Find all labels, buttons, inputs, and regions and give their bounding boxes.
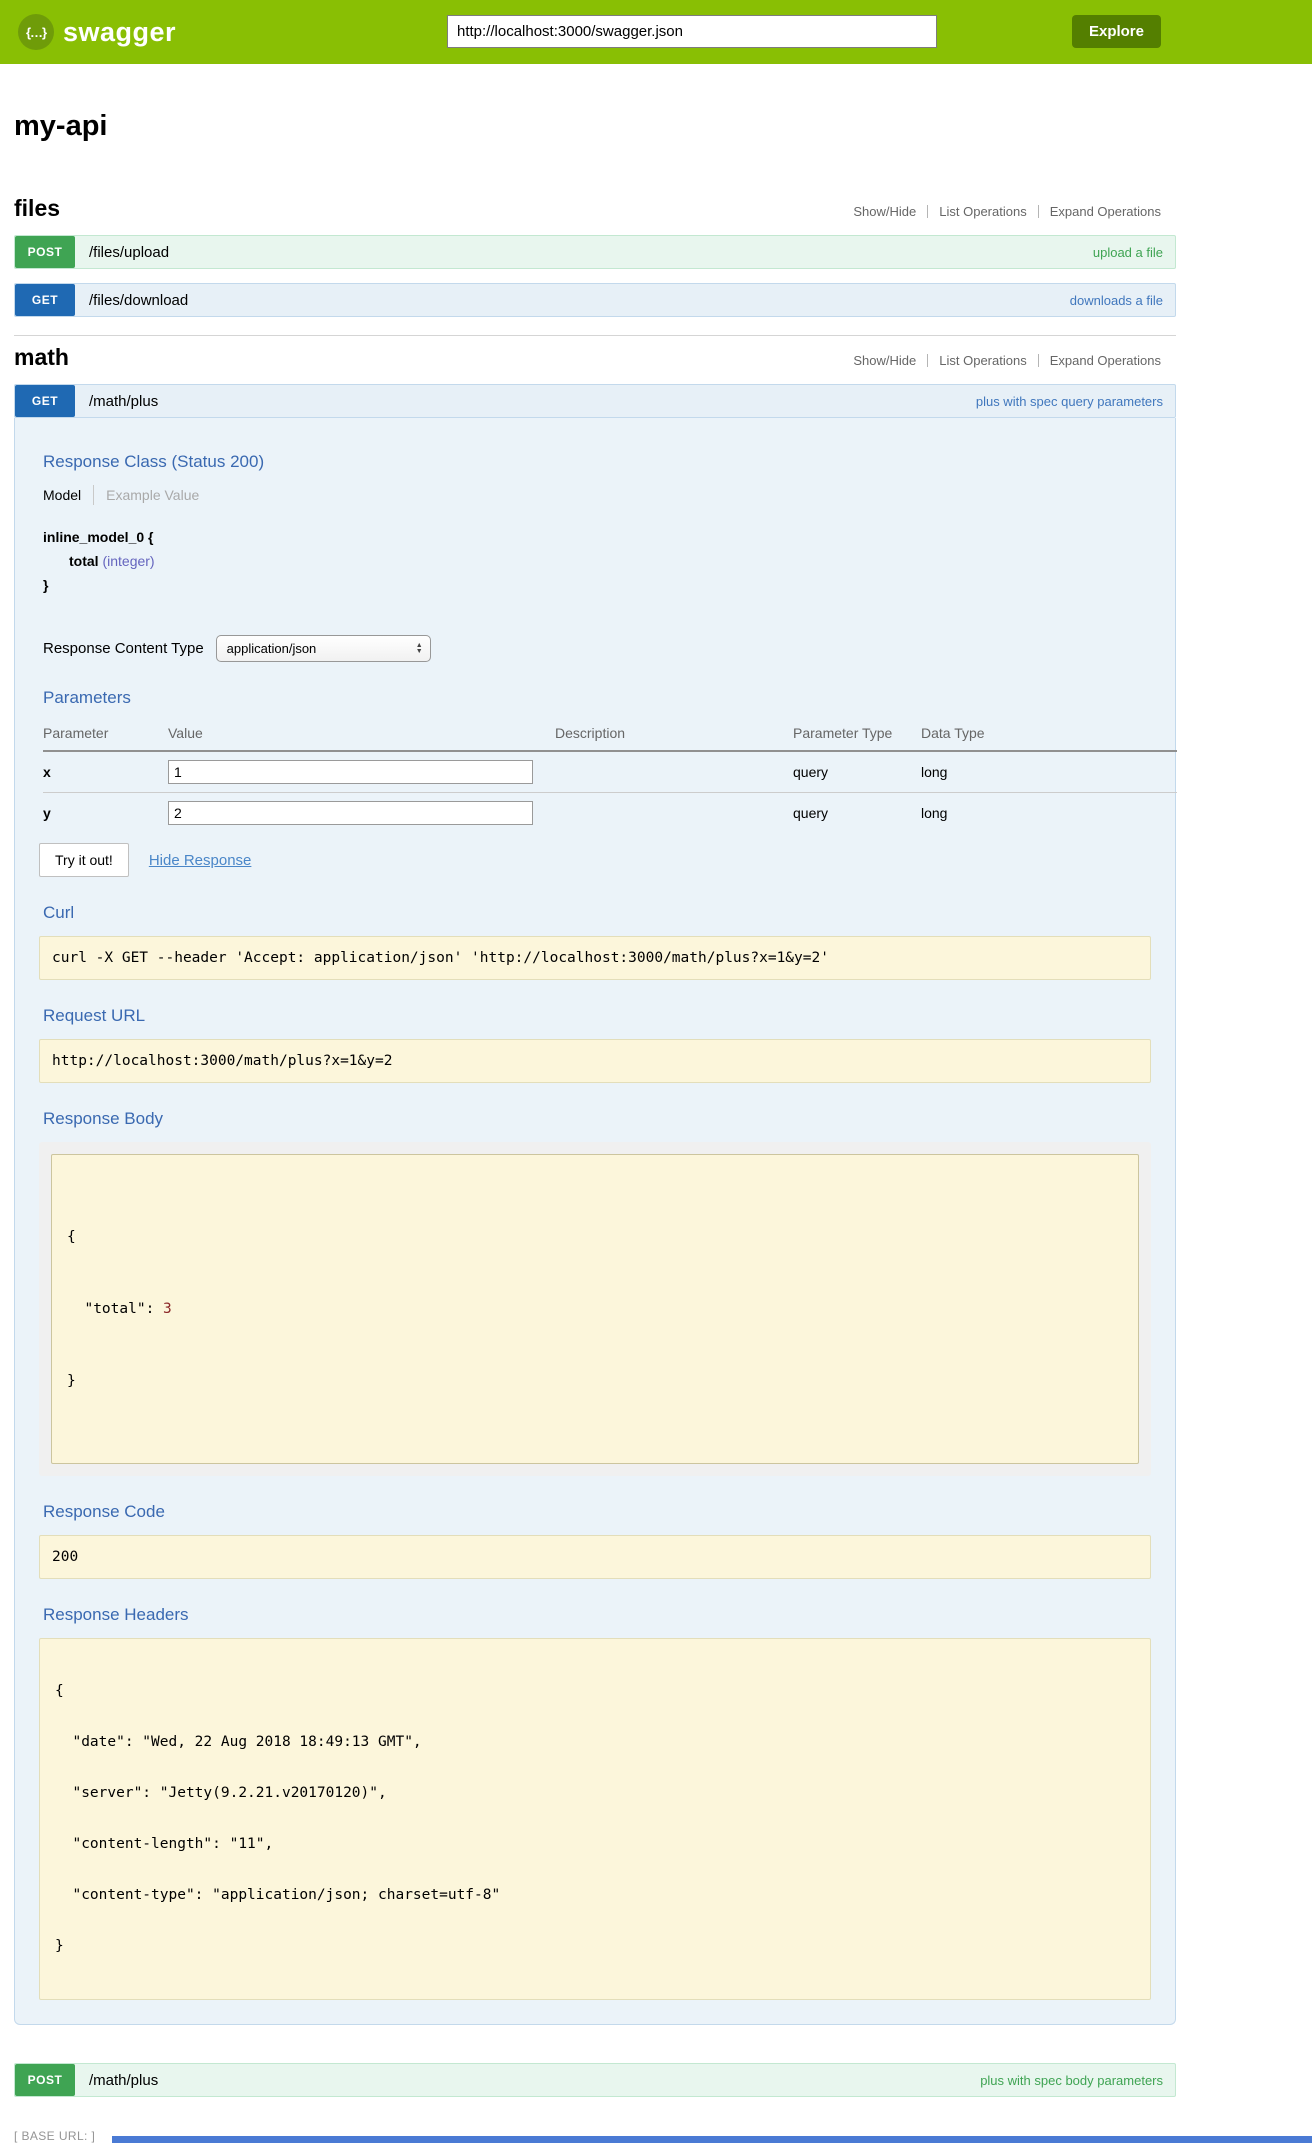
col-header-parameter: Parameter [43, 721, 168, 751]
explore-button[interactable]: Explore [1072, 15, 1161, 48]
math-expand-operations-link[interactable]: Expand Operations [1049, 353, 1161, 368]
operation-summary: downloads a file [1069, 292, 1163, 308]
operation-get-math-plus[interactable] [14, 384, 1176, 418]
tab-model[interactable]: Model [43, 487, 82, 503]
param-x-description [555, 751, 793, 793]
separator [1038, 205, 1039, 218]
operation-post-math-plus[interactable] [14, 2063, 1176, 2097]
math-section-title[interactable]: math [14, 344, 69, 370]
json-open-brace: { [67, 1229, 76, 1245]
post-method-badge: POST [15, 2064, 75, 2096]
model-property-name: total [69, 553, 99, 569]
model-name: inline_model_0 { [43, 529, 154, 545]
page-title: my-api [14, 110, 108, 142]
json-total-line: "total": 3 [67, 1301, 172, 1317]
operation-summary: upload a file [1092, 244, 1163, 260]
col-header-parameter-type: Parameter Type [793, 721, 921, 751]
response-content-type-label: Response Content Type [43, 640, 204, 657]
json-total-value: 3 [163, 1301, 172, 1317]
files-section-header [14, 195, 1176, 222]
operation-summary: plus with spec query parameters [975, 393, 1163, 409]
try-row [39, 843, 1161, 877]
files-section-controls [853, 204, 1176, 219]
selected-content-type: application/json [226, 641, 317, 656]
operation-path-link[interactable]: /files/download [89, 291, 189, 309]
param-name-x: x [43, 751, 168, 793]
param-x-input[interactable] [168, 760, 533, 784]
param-y-input[interactable] [168, 801, 533, 825]
response-code-block: 200 [39, 1535, 1151, 1579]
col-header-value: Value [168, 721, 555, 751]
bottom-blue-bar [112, 2136, 1312, 2143]
response-body-container [39, 1142, 1151, 1476]
operation-path-link[interactable]: /math/plus [89, 392, 159, 410]
math-section-header [14, 344, 1176, 371]
swagger-brace-icon: {…} [18, 14, 54, 50]
model-tabs [43, 485, 1161, 505]
response-content-type-select[interactable] [216, 635, 431, 662]
math-list-operations-link[interactable]: List Operations [939, 353, 1027, 368]
col-header-description: Description [555, 721, 793, 751]
post-method-badge: POST [15, 236, 75, 268]
files-expand-operations-link[interactable]: Expand Operations [1049, 204, 1161, 219]
hide-response-link[interactable]: Hide Response [148, 851, 252, 869]
parameters-heading: Parameters [43, 688, 131, 707]
try-it-out-button[interactable]: Try it out! [39, 843, 129, 877]
request-url-heading: Request URL [43, 1006, 146, 1025]
operation-post-files-upload[interactable] [14, 235, 1176, 269]
get-method-badge: GET [15, 385, 75, 417]
operation-summary: plus with spec body parameters [980, 2072, 1163, 2088]
base-url-footer: [ BASE URL: ] [14, 2129, 96, 2143]
files-list-operations-link[interactable]: List Operations [939, 204, 1027, 219]
response-body-json [51, 1154, 1139, 1464]
curl-heading: Curl [43, 903, 75, 922]
header-bar [0, 0, 1312, 64]
files-section-title[interactable]: files [14, 195, 61, 221]
param-row-x [43, 751, 1177, 793]
brand-title: swagger [63, 16, 177, 47]
request-url-block: http://localhost:3000/math/plus?x=1&y=2 [39, 1039, 1151, 1083]
model-close-brace: } [43, 577, 49, 593]
separator [1038, 354, 1039, 367]
operation-get-files-download[interactable] [14, 283, 1176, 317]
param-y-data-type: long [921, 805, 948, 821]
math-show-hide-link[interactable]: Show/Hide [853, 353, 917, 368]
response-class-heading: Response Class (Status 200) [43, 452, 265, 471]
param-x-type: query [793, 751, 921, 793]
operation-path-link[interactable]: /math/plus [89, 2071, 159, 2089]
param-y-type: query [793, 805, 829, 821]
param-y-description [555, 793, 793, 834]
swagger-logo[interactable] [18, 14, 176, 50]
model-property [43, 549, 1161, 573]
response-content-type-row [43, 635, 1161, 662]
files-show-hide-link[interactable]: Show/Hide [853, 204, 917, 219]
section-divider [14, 335, 1176, 336]
separator [93, 485, 94, 505]
get-math-plus-expanded-panel [14, 418, 1176, 2025]
response-code-heading: Response Code [43, 1502, 165, 1521]
operation-path-link[interactable]: /files/upload [89, 243, 170, 261]
json-close-brace: } [67, 1373, 76, 1389]
get-method-badge: GET [15, 284, 75, 316]
model-signature [43, 525, 1161, 597]
tab-example-value[interactable]: Example Value [106, 487, 200, 503]
response-body-heading: Response Body [43, 1109, 164, 1128]
select-arrows-icon: ▲ ▼ [415, 641, 423, 655]
param-row-y [43, 793, 1177, 834]
param-name-y: y [43, 805, 51, 821]
curl-command-block: curl -X GET --header 'Accept: application/json' 'http://localhost:3000/math/plus?x=1&y=2' [39, 936, 1151, 980]
response-headers-block: { "date": "Wed, 22 Aug 2018 18:49:13 GMT", "server": "Jetty(9.2.21.v20170120)", "content-length": "11", "content-type": "application/json; charset=utf-8" } [39, 1638, 1151, 2000]
response-headers-heading: Response Headers [43, 1605, 189, 1624]
col-header-data-type: Data Type [921, 721, 1177, 751]
parameters-table [43, 721, 1177, 833]
separator [927, 354, 928, 367]
separator [927, 205, 928, 218]
param-x-data-type: long [921, 751, 1177, 793]
spec-url-input[interactable] [447, 15, 937, 48]
model-property-type: (integer) [102, 553, 155, 569]
math-section-controls [853, 353, 1176, 368]
